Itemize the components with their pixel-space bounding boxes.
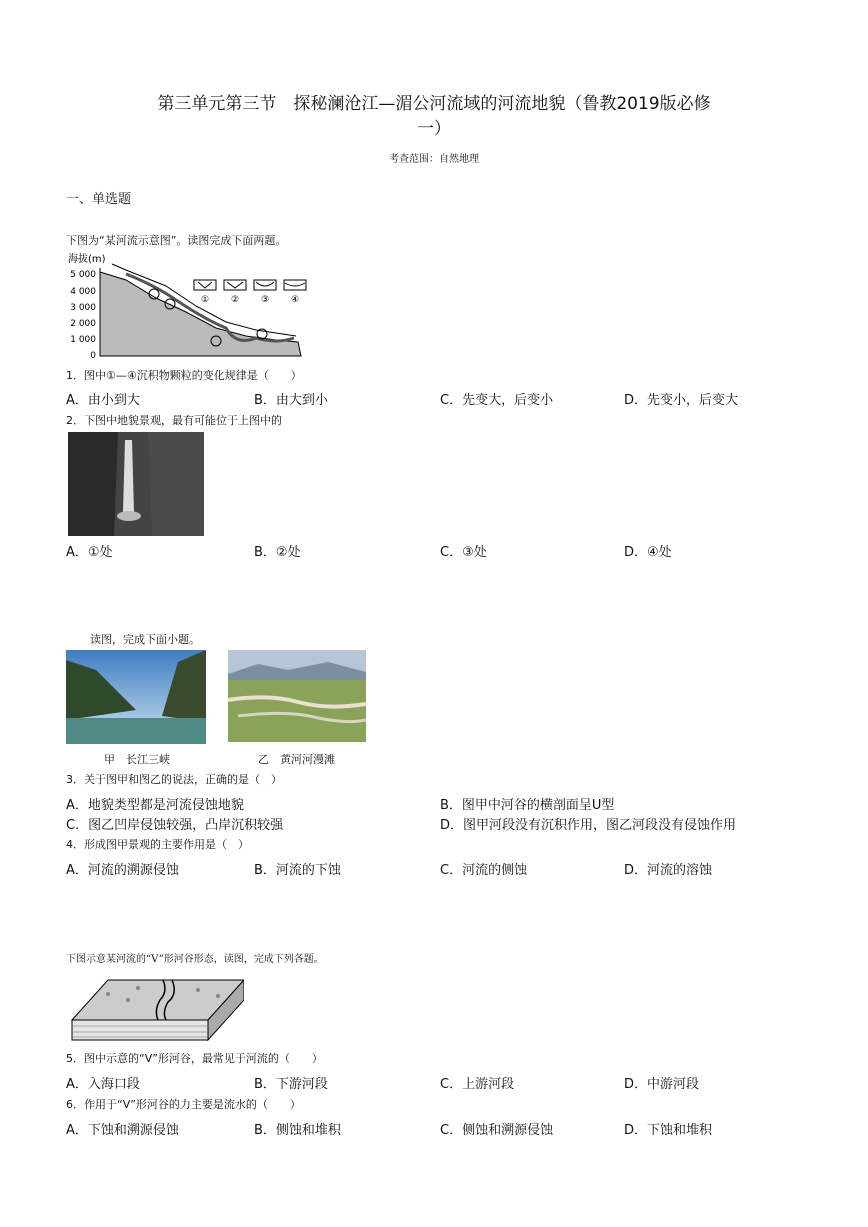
q4-option-a[interactable]: A．河流的溯源侵蚀 (66, 863, 179, 878)
q2-option-c[interactable]: C．③处 (440, 545, 487, 560)
waterfall-photo (68, 432, 204, 536)
q5-option-b[interactable]: B．下游河段 (254, 1077, 328, 1092)
q6-option-d[interactable]: D．下蚀和堆积 (624, 1123, 713, 1138)
caption-jia: 甲 长江三峡 (104, 753, 170, 766)
svg-text:2 000: 2 000 (70, 319, 96, 329)
svg-text:④: ④ (290, 295, 300, 305)
title-line-2: 一） (417, 119, 451, 139)
question-2-stem: 2．下图中地貌景观，最有可能位于上图中的 (66, 414, 282, 427)
q3-option-a[interactable]: A．地貌类型都是河流侵蚀地貌 (66, 798, 244, 813)
q2-option-a[interactable]: A．①处 (66, 545, 113, 560)
v-valley-block-diagram (68, 970, 244, 1042)
q4-option-d[interactable]: D．河流的溶蚀 (624, 863, 713, 878)
q4-option-b[interactable]: B．河流的下蚀 (254, 863, 341, 878)
q6-option-b[interactable]: B．侧蚀和堆积 (254, 1123, 341, 1138)
q4-option-c[interactable]: C．河流的侧蚀 (440, 863, 528, 878)
q3-option-b[interactable]: B．图甲中河谷的横剖面呈U型 (440, 798, 615, 813)
section-heading: 一、单选题 (66, 192, 132, 207)
svg-text:0: 0 (90, 351, 96, 361)
question-3-stem: 3．关于图甲和图乙的说法，正确的是（ ） (66, 773, 282, 786)
question-5-stem: 5．图中示意的“V”形河谷，最常见于河流的（ ） (66, 1052, 323, 1065)
q1-option-c[interactable]: C．先变大，后变小 (440, 393, 554, 408)
svg-text:1 000: 1 000 (70, 335, 96, 345)
group2-intro: 读图，完成下面小题。 (90, 633, 200, 646)
caption-yi: 乙 黄河河漫滩 (258, 753, 335, 766)
q5-option-c[interactable]: C．上游河段 (440, 1077, 515, 1092)
svg-text:②: ② (230, 295, 240, 305)
svg-text:①: ① (200, 295, 210, 305)
svg-text:4 000: 4 000 (70, 287, 96, 297)
q2-option-d[interactable]: D．④处 (624, 545, 672, 560)
q6-option-a[interactable]: A．下蚀和溯源侵蚀 (66, 1123, 179, 1138)
yellow-river-floodplain-photo (228, 650, 366, 742)
scope-text: 考查范围：自然地理 (389, 154, 479, 165)
q1-option-a[interactable]: A．由小到大 (66, 393, 140, 408)
q5-option-a[interactable]: A．入海口段 (66, 1077, 140, 1092)
question-1-stem: 1．图中①—④沉积物颗粒的变化规律是（ ） (66, 369, 302, 382)
q3-option-c[interactable]: C．图乙凹岸侵蚀较强，凸岸沉积较强 (66, 818, 284, 833)
q5-option-d[interactable]: D．中游河段 (624, 1077, 700, 1092)
question-4-stem: 4．形成图甲景观的主要作用是（ ） (66, 838, 249, 851)
group3-intro: 下图示意某河流的“V”形河谷形态，读图，完成下列各题。 (66, 954, 324, 965)
q1-option-b[interactable]: B．由大到小 (254, 393, 328, 408)
river-profile-figure (66, 250, 316, 364)
q2-option-b[interactable]: B．②处 (254, 545, 301, 560)
q3-option-d[interactable]: D．图甲河段没有沉积作用，图乙河段没有侵蚀作用 (440, 818, 737, 833)
page-title (60, 92, 808, 142)
q1-option-d[interactable]: D．先变小，后变大 (624, 393, 739, 408)
q6-option-c[interactable]: C．侧蚀和溯源侵蚀 (440, 1123, 554, 1138)
figure-ylabel: 海拔(m) (68, 254, 106, 265)
title-line-1: 第三单元第三节 探秘澜沧江—湄公河流域的河流地貌（鲁教2019版必修 (157, 94, 711, 114)
question-6-stem: 6．作用于“V”形河谷的力主要是流水的（ ） (66, 1098, 301, 1111)
group1-intro: 下图为“某河流示意图”。读图完成下面两题。 (66, 234, 287, 247)
svg-text:3 000: 3 000 (70, 303, 96, 313)
three-gorges-photo (66, 650, 206, 744)
svg-text:5 000: 5 000 (70, 270, 96, 280)
svg-text:③: ③ (260, 295, 270, 305)
